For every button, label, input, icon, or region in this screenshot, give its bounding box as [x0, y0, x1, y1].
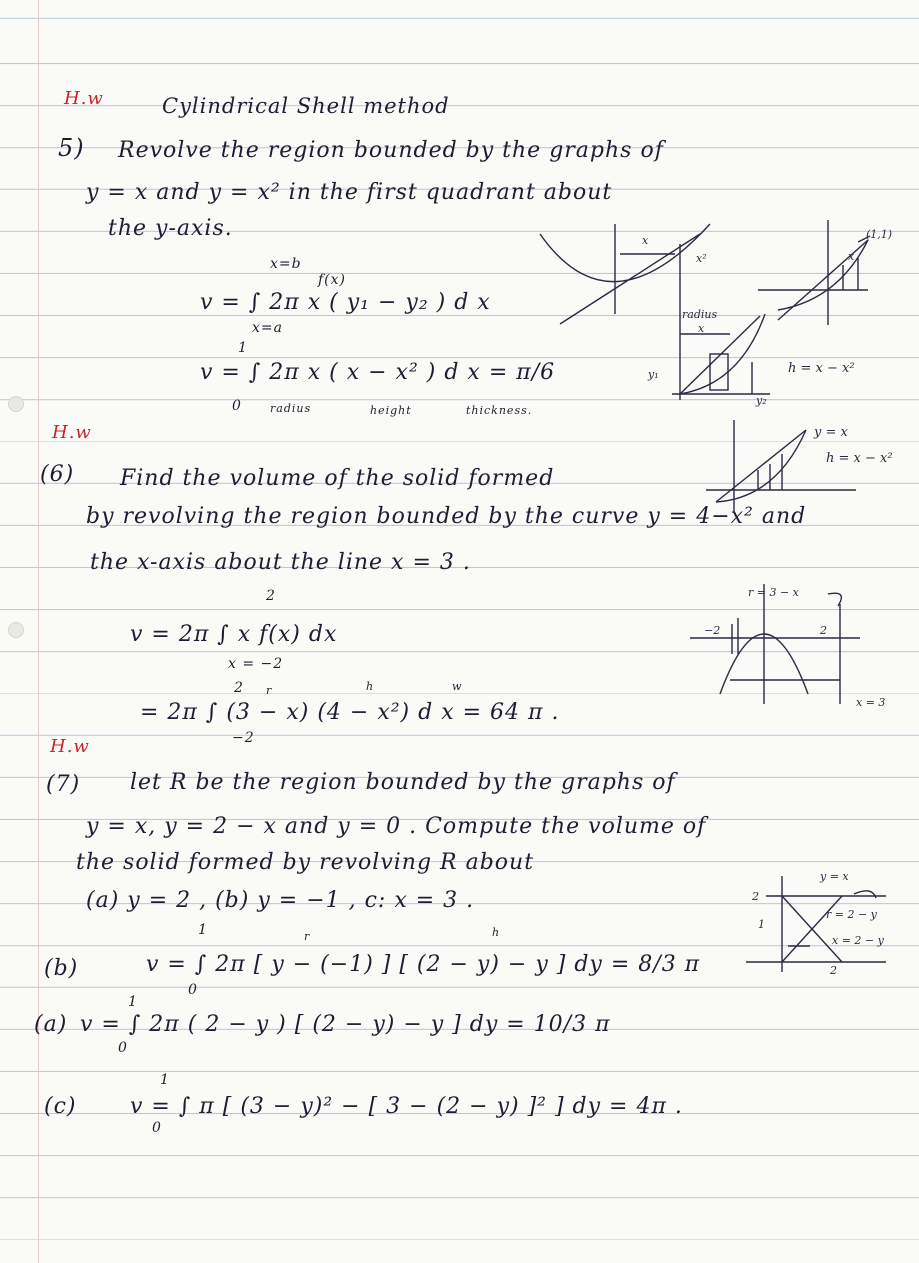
- problem-text: Find the volume of the solid formed: [120, 466, 555, 491]
- integral-bound: 1: [238, 340, 248, 356]
- sketch-label: radius: [682, 308, 718, 321]
- sketch-label: 2: [752, 890, 759, 903]
- sketch-label: y₂: [756, 394, 767, 407]
- integral-bound: 1: [198, 922, 208, 938]
- integral-bound: 0: [188, 982, 198, 998]
- term-mark: h: [492, 926, 501, 939]
- sketch-label: y₁: [648, 368, 659, 381]
- region-sketch-6: [746, 866, 906, 976]
- problem-text: the y-axis.: [108, 216, 233, 241]
- hw-mark: H.w: [64, 88, 104, 109]
- integral-bound: 0: [118, 1040, 128, 1056]
- binder-hole: [8, 396, 24, 412]
- part-label: (c): [44, 1094, 77, 1119]
- region-sketch-4: [706, 420, 896, 512]
- integral-bound: 1: [160, 1072, 170, 1088]
- problem-text: the solid formed by revolving R about: [76, 850, 535, 875]
- integral-bound: 0: [152, 1120, 162, 1136]
- sketch-label: (1,1): [866, 228, 893, 241]
- term-mark: r: [266, 684, 273, 697]
- part-label: (b): [44, 956, 79, 981]
- problem-text: (a) y = 2 , (b) y = −1 , c: x = 3 .: [86, 888, 475, 913]
- sketch-label: h = x − x²: [826, 451, 893, 466]
- integral-bound: −2: [232, 730, 255, 746]
- problem-text: y = x and y = x² in the first quadrant about: [86, 180, 613, 205]
- sketch-label: x²: [696, 252, 707, 265]
- term-mark: w: [452, 680, 463, 693]
- sketch-label: y = x: [814, 425, 848, 440]
- annotation: thickness.: [466, 404, 533, 417]
- sketch-label: r = 3 − x: [748, 586, 799, 599]
- sketch-label: x: [848, 250, 855, 263]
- term-mark: 2: [234, 680, 244, 696]
- term-mark: r: [304, 930, 311, 943]
- page-title: Cylindrical Shell method: [162, 94, 450, 118]
- sketch-label: 2: [820, 624, 827, 637]
- formula-general: v = ∫ 2π x ( y₁ − y₂ ) d x: [200, 290, 491, 315]
- integral-bound: 0: [232, 398, 242, 414]
- region-sketch-3: [640, 304, 860, 409]
- problem-number: (7): [46, 772, 81, 797]
- integral-bound: 1: [128, 994, 138, 1010]
- sketch-label: h = x − x²: [788, 361, 855, 376]
- binder-hole: [8, 622, 24, 638]
- term-mark: h: [366, 680, 375, 693]
- problem-text: y = x, y = 2 − x and y = 0 . Compute the volume of: [86, 814, 707, 839]
- problem-text: Revolve the region bounded by the graphs of: [118, 138, 664, 163]
- sketch-label: x = 3: [856, 696, 886, 709]
- annotation: radius: [270, 402, 312, 415]
- margin-line: [38, 0, 39, 1263]
- equation: v = ∫ 2π [ y − (−1) ] [ (2 − y) − y ] dy = 8/3 π: [146, 952, 701, 977]
- problem-number: 5): [58, 134, 85, 162]
- equation: v = ∫ 2π ( 2 − y ) [ (2 − y) − y ] dy = 10/3 π: [80, 1012, 611, 1037]
- problem-text: the x-axis about the line x = 3 .: [90, 550, 471, 575]
- hw-mark: H.w: [50, 736, 90, 757]
- sketch-label: x: [642, 234, 649, 247]
- integral-bound: x=b: [270, 256, 302, 272]
- integral-bound: x = −2: [228, 656, 284, 672]
- equation: v = 2π ∫ x f(x) dx: [130, 622, 338, 647]
- sketch-label: x = 2 − y: [832, 934, 884, 947]
- sketch-label: −2: [704, 624, 721, 637]
- equation: = 2π ∫ (3 − x) (4 − x²) d x = 64 π .: [140, 700, 560, 725]
- sketch-label: 2: [830, 964, 837, 977]
- integral-bound: 2: [266, 588, 276, 604]
- annotation: height: [370, 404, 412, 417]
- sketch-label: x: [698, 322, 705, 335]
- sketch-label: 1: [758, 918, 765, 931]
- part-label: (a): [34, 1012, 68, 1037]
- function-label: f(x): [318, 272, 347, 288]
- integral-bound: x=a: [252, 320, 283, 336]
- hw-mark: H.w: [52, 422, 92, 443]
- equation: v = ∫ π [ (3 − y)² − [ 3 − (2 − y) ]² ] dy = 4π .: [130, 1094, 683, 1119]
- problem-text: let R be the region bounded by the graphs of: [130, 770, 676, 795]
- sketch-label: r = 2 − y: [826, 908, 877, 921]
- problem-number: (6): [40, 462, 75, 487]
- problem-text: by revolving the region bounded by the curve y = 4−x² and: [86, 504, 807, 529]
- sketch-label: y = x: [820, 870, 849, 883]
- region-sketch-5: [690, 584, 900, 712]
- formula: v = ∫ 2π x ( x − x² ) d x = π/6: [200, 360, 556, 385]
